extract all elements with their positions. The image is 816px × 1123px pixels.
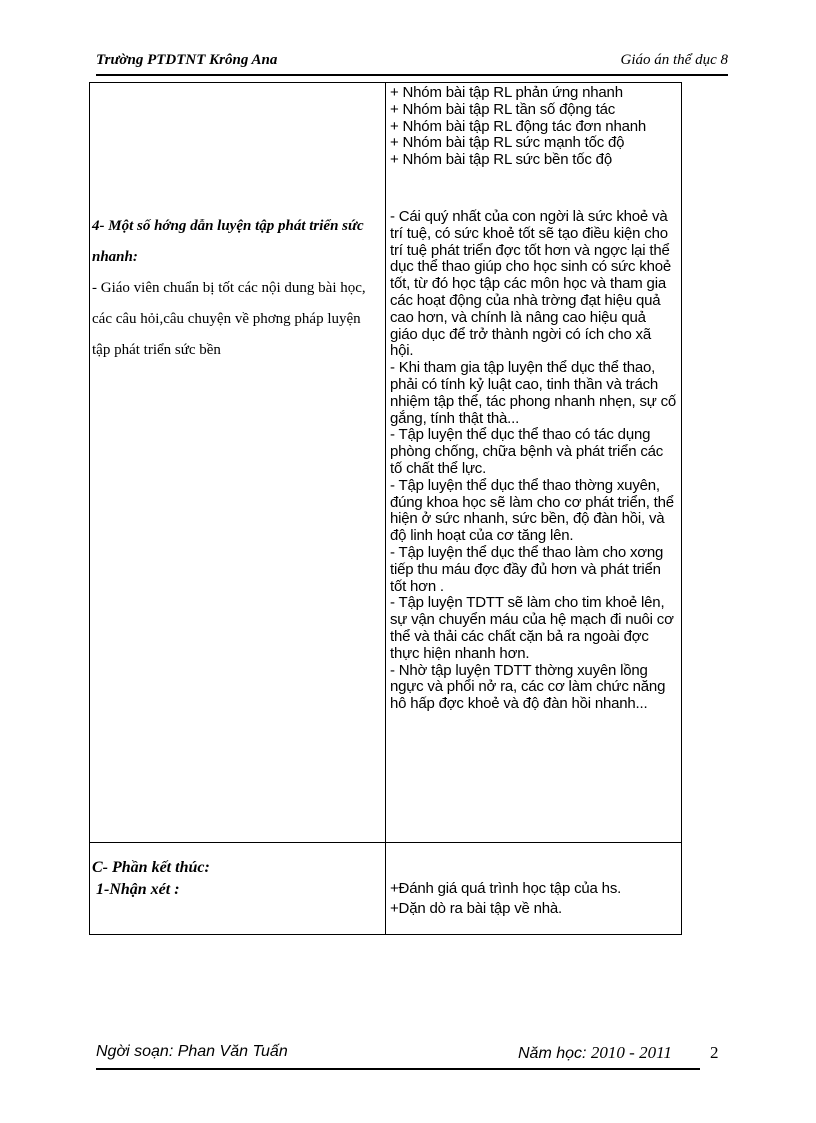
paragraph: - Nhờ tập luyện TDTT thờng xuyên lồng ngực và phổi nở ra, các cơ làm chức năng hô hấp đợc khoẻ và độ đàn hồi nhanh...: [390, 661, 666, 713]
list-item: +Đánh giá quá trình học tập của hs.: [390, 880, 622, 897]
school-year-value: 2010 - 2011: [590, 1043, 672, 1062]
list-item: + Nhóm bài tập RL phản ứng nhanh: [390, 84, 623, 101]
paragraph: - Khi tham gia tập luyện thể dục thể thao, phải có tính kỷ luật cao, tinh thần và trách nhiệm tập thể, tác phong nhanh nhẹn, sự cố gắng, tính thật thà...: [390, 359, 677, 427]
paragraph: - Cái quý nhất của con ngời là sức khoẻ và trí tuệ, có sức khoẻ tốt sẽ tạo điều kiện cho trí tuệ phát triển đợc tốt hơn và ngợc lại thể dục thể thao giúp cho học sinh có sức khoẻ tốt, từ đó học tập các môn học và tham gia các hoạt động của nhà trờng đạt hiệu quả cao hơn, và chính là nâng cao hiệu quả giáo dục để trở thành ngời có ích cho xã hội.: [390, 208, 671, 360]
school-year-label: Năm học:: [518, 1045, 591, 1062]
conclusion-title: C- Phần kết thúc:: [92, 859, 210, 876]
explanation-paragraphs: [390, 209, 677, 713]
author-line: Ngời soạn: Phan Văn Tuấn: [96, 1043, 288, 1060]
list-item: +Dặn dò ra bài tập về nhà.: [390, 900, 563, 917]
paragraph: - Tập luyện thể dục thể thao có tác dụng phòng chống, chữa bệnh và phát triển các tố chất thể lực.: [390, 426, 664, 477]
conclusion-subtitle: 1-Nhận xét :: [92, 881, 180, 898]
paragraph: - Tập luyện TDTT sẽ làm cho tim khoẻ lên, sự vận chuyển máu của hệ mạch đi nuôi cơ thể và thải các chất cặn bả ra ngoài đợc thực hiện nhanh hơn.: [390, 594, 674, 662]
header-rule: [96, 74, 728, 76]
footer-rule: [96, 1068, 700, 1070]
column-divider: [385, 83, 386, 934]
row-divider: [90, 842, 681, 843]
list-item: + Nhóm bài tập RL sức mạnh tốc độ: [390, 134, 625, 152]
page-header: [96, 52, 728, 74]
section-4-body: - Giáo viên chuẩn bị tốt các nội dung bài học, các câu hỏi,câu chuyện về phơng pháp luyện tập phát triển sức bền: [92, 280, 366, 358]
section-4-title: 4- Một số hớng dẫn luyện tập phát triển sức nhanh:: [92, 218, 364, 265]
conclusion-section: [92, 857, 378, 901]
lesson-table: [89, 82, 682, 935]
list-item: + Nhóm bài tập RL sức bền tốc độ: [390, 151, 612, 169]
list-item: + Nhóm bài tập RL động tác đơn nhanh: [390, 117, 647, 135]
conclusion-items: [390, 879, 677, 919]
school-year: [518, 1043, 672, 1063]
subject-title: Giáo án thể dục 8: [620, 52, 728, 68]
page-number: 2: [710, 1043, 719, 1062]
paragraph: - Tập luyện thể dục thể thao thờng xuyên, đúng khoa học sẽ làm cho cơ phát triển, thể hiện ở sức nhanh, sức bền, độ đàn hồi, và độ linh hoạt của cơ tăng lên.: [390, 476, 674, 545]
paragraph: - Tập luyện thể dục thể thao làm cho xơng tiếp thu máu đợc đầy đủ hơn và phát triển tốt hơn .: [390, 543, 664, 595]
school-name: Trường PTDTNT Krông Ana: [96, 52, 278, 68]
section-4: [92, 211, 378, 366]
exercise-group-list: [390, 85, 677, 169]
list-item: + Nhóm bài tập RL tần số động tác: [390, 100, 616, 118]
